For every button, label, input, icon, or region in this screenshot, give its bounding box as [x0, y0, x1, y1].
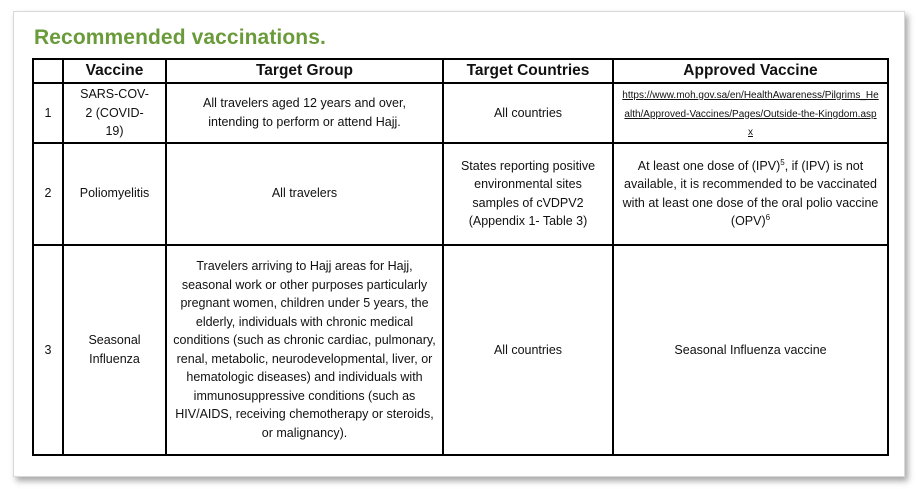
- target-countries: All countries: [443, 83, 613, 143]
- approved-vaccine-cell: [613, 143, 888, 245]
- row-number: 2: [33, 143, 63, 245]
- target-group: All travelers: [166, 143, 443, 245]
- table-header-row: [33, 59, 888, 83]
- header-target-countries: Target Countries: [443, 59, 613, 83]
- header-vaccine: Vaccine: [63, 59, 166, 83]
- header-target-group: Target Group: [166, 59, 443, 83]
- target-countries: States reporting positive environmental sites samples of cVDPV2 (Appendix 1- Table 3): [443, 143, 613, 245]
- header-number: [33, 59, 63, 83]
- footnote-6: 6: [765, 212, 771, 222]
- vaccination-table: [32, 58, 889, 456]
- approved-vaccine-cell: [613, 83, 888, 143]
- approved-vaccine-text-b: , if (IPV) is not available, it is recommended to be vaccinated with at least one dose of the oral polio vaccine (OPV): [622, 158, 879, 228]
- vaccine-name: Seasonal Influenza: [63, 245, 166, 456]
- row-number: 3: [33, 245, 63, 456]
- table-row: [33, 83, 888, 143]
- table-row: [33, 143, 888, 245]
- target-group: All travelers aged 12 years and over, intending to perform or attend Hajj.: [166, 83, 443, 143]
- target-countries: All countries: [443, 245, 613, 456]
- footnote-5: 5: [780, 157, 785, 167]
- approved-vaccine-text-a: At least one dose of (IPV): [637, 158, 781, 173]
- target-group: Travelers arriving to Hajj areas for Hajj, seasonal work or other purposes particularly pregnant women, children under 5 years, the elderly, individuals with chronic medical conditions (such as chronic cardiac, pulmonary, renal, metabolic, neurodevelopmental, liver, or hematologic diseases) and individuals with immunosuppressive conditions (such as HIV/AIDS, receiving chemotherapy or steroids, or malignancy).: [166, 245, 443, 456]
- vaccine-name: Poliomyelitis: [63, 143, 166, 245]
- table-row: [33, 245, 888, 456]
- row-number: 1: [33, 83, 63, 143]
- header-approved-vaccine: Approved Vaccine: [613, 59, 888, 83]
- vaccine-name: SARS-COV-2 (COVID-19): [63, 83, 166, 143]
- approved-vaccine: Seasonal Influenza vaccine: [613, 245, 888, 456]
- approved-vaccines-link[interactable]: https://www.moh.gov.sa/en/HealthAwareness/Pilgrims_Health/Approved-Vaccines/Pages/Outside-the-Kingdom.aspx: [622, 90, 879, 138]
- page-title: Recommended vaccinations.: [34, 26, 326, 49]
